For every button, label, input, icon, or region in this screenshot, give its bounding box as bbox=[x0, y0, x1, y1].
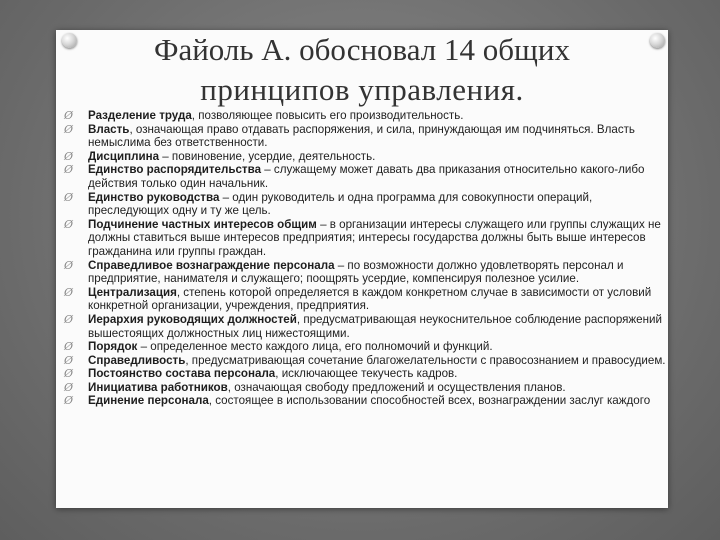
slide-title-line-2: принципов управления. bbox=[200, 72, 524, 107]
principle-item bbox=[64, 123, 668, 150]
principle-item bbox=[64, 109, 668, 123]
principle-description: , предусматривающая сочетание благожелательности с правосознанием и правосудием. bbox=[185, 353, 666, 367]
principle-item bbox=[64, 313, 668, 340]
bullet-icon: Ø bbox=[64, 163, 74, 177]
bullet-icon: Ø bbox=[64, 285, 74, 299]
principle-term: Единение персонала bbox=[88, 394, 209, 408]
principles-list bbox=[64, 109, 668, 408]
principle-description: , предусматривающая неукоснительное соблюдение распоряжений вышестоящих должностных лиц нижестоящими. bbox=[88, 312, 662, 340]
bullet-icon: Ø bbox=[64, 190, 74, 204]
principle-description: , позволяющее повысить его производительность. bbox=[191, 109, 464, 122]
principle-item bbox=[64, 381, 668, 395]
principle-term: Единство распорядительства bbox=[88, 163, 262, 177]
principle-term: Подчинение частных интересов общим bbox=[88, 217, 317, 231]
principle-term: Единство руководства bbox=[88, 190, 220, 204]
principle-description: , означающая право отдавать распоряжения, и сила, принуждающая им подчиняться. Власть немыслима без ответственности. bbox=[88, 122, 635, 150]
principle-description: – один руководитель и одна программа для совокупности операций, преследующих одну и ту же цель. bbox=[88, 190, 593, 218]
principle-item bbox=[64, 150, 668, 164]
principle-term: Справедливость bbox=[88, 353, 186, 367]
bullet-icon: Ø bbox=[64, 217, 74, 231]
principle-term: Власть bbox=[88, 122, 130, 136]
bullet-icon: Ø bbox=[64, 312, 74, 326]
principle-item bbox=[64, 163, 668, 190]
principle-term: Справедливое вознаграждение персонала bbox=[88, 258, 335, 272]
principle-term: Постоянство состава персонала bbox=[88, 367, 276, 381]
bullet-icon: Ø bbox=[64, 380, 74, 394]
principle-term: Дисциплина bbox=[88, 149, 160, 163]
principle-description: – повиновение, усердие, деятельность. bbox=[159, 149, 376, 163]
bullet-icon: Ø bbox=[64, 394, 74, 408]
principle-item bbox=[64, 191, 668, 218]
bullet-icon: Ø bbox=[64, 340, 74, 354]
principle-item bbox=[64, 367, 668, 381]
slide-title bbox=[60, 30, 664, 110]
principle-description: , исключающее текучесть кадров. bbox=[275, 367, 458, 381]
principle-term: Иерархия руководящих должностей bbox=[88, 312, 297, 326]
bullet-icon: Ø bbox=[64, 122, 74, 136]
principle-term: Инициатива работников bbox=[88, 380, 228, 394]
principle-item bbox=[64, 354, 668, 368]
principle-description: , состоящее в использовании способностей всех, вознаграждении заслуг каждого bbox=[208, 394, 651, 408]
principle-item bbox=[64, 394, 668, 408]
slide-title-line-1: Файоль А. обосновал 14 общих bbox=[153, 32, 571, 67]
principle-description: – определенное место каждого лица, его полномочий и функций. bbox=[137, 340, 493, 354]
principle-description: , степень которой определяется в каждом конкретном случае в зависимости от условий конкретной организации, учреждения, предприятия. bbox=[88, 285, 652, 313]
principle-description: – служащему может давать два приказания относительно какого-либо действия только один начальник. bbox=[88, 163, 645, 190]
principle-description: – в организации интересы служащего или группы служащих не должны ставиться выше интересов предприятия; интересы государства должны быть выше интересов гражданина или группы граждан. bbox=[88, 217, 661, 258]
principle-description: – по возможности должно удовлетворять персонал и предприятие, нанимателя и служащего; поощрять усердие, компенсируя полезное усилие. bbox=[88, 258, 624, 286]
principle-term: Разделение труда bbox=[88, 109, 192, 122]
principle-item bbox=[64, 259, 668, 286]
bullet-icon: Ø bbox=[64, 109, 74, 122]
bullet-icon: Ø bbox=[64, 258, 74, 272]
principle-item bbox=[64, 218, 668, 259]
principle-term: Порядок bbox=[88, 340, 138, 354]
principle-item bbox=[64, 286, 668, 313]
principle-term: Централизация bbox=[88, 285, 177, 299]
bullet-icon: Ø bbox=[64, 367, 74, 381]
bullet-icon: Ø bbox=[64, 149, 74, 163]
bullet-icon: Ø bbox=[64, 353, 74, 367]
principle-item bbox=[64, 340, 668, 354]
principle-description: , означающая свободу предложений и осуществления планов. bbox=[227, 380, 566, 394]
